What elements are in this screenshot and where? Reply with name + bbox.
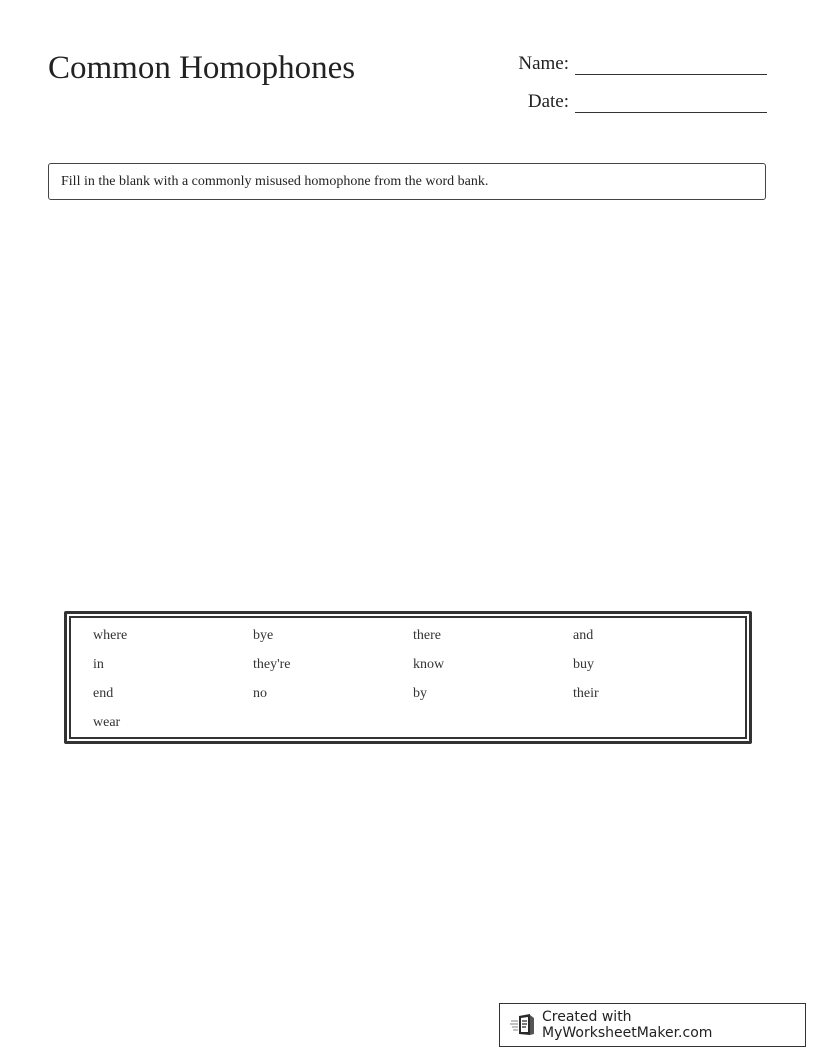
date-blank-line[interactable] (575, 92, 767, 113)
word-bank-grid (93, 627, 733, 743)
word-bank-item: in (93, 657, 104, 672)
name-label: Name: (518, 53, 569, 74)
instructions-box (48, 163, 766, 200)
word-bank-item: and (573, 628, 594, 643)
word-bank-item: end (93, 686, 114, 701)
word-bank-item: there (413, 628, 441, 643)
word-bank-item: where (93, 628, 128, 643)
date-field (500, 91, 767, 113)
word-bank-item: know (413, 657, 445, 672)
footer-credit-badge[interactable] (499, 1003, 806, 1047)
word-bank-item: wear (93, 715, 121, 730)
word-bank-inner-border (69, 616, 747, 739)
date-label: Date: (527, 91, 569, 112)
word-bank-item: they're (253, 657, 291, 672)
footer-credit-text: Created with MyWorksheetMaker.com (542, 1009, 713, 1041)
worksheet-title: Common Homophones (48, 50, 356, 86)
name-blank-line[interactable] (575, 54, 767, 75)
word-bank-item: bye (253, 628, 274, 643)
word-bank (64, 611, 752, 744)
word-bank-item: their (573, 686, 599, 701)
instructions-text: Fill in the blank with a commonly misused homophone from the word bank. (61, 173, 489, 189)
name-field (500, 53, 767, 75)
word-bank-item: by (413, 686, 427, 701)
word-bank-item: buy (573, 657, 594, 672)
word-bank-item: no (253, 686, 267, 701)
worksheet-logo-icon (510, 1013, 536, 1037)
